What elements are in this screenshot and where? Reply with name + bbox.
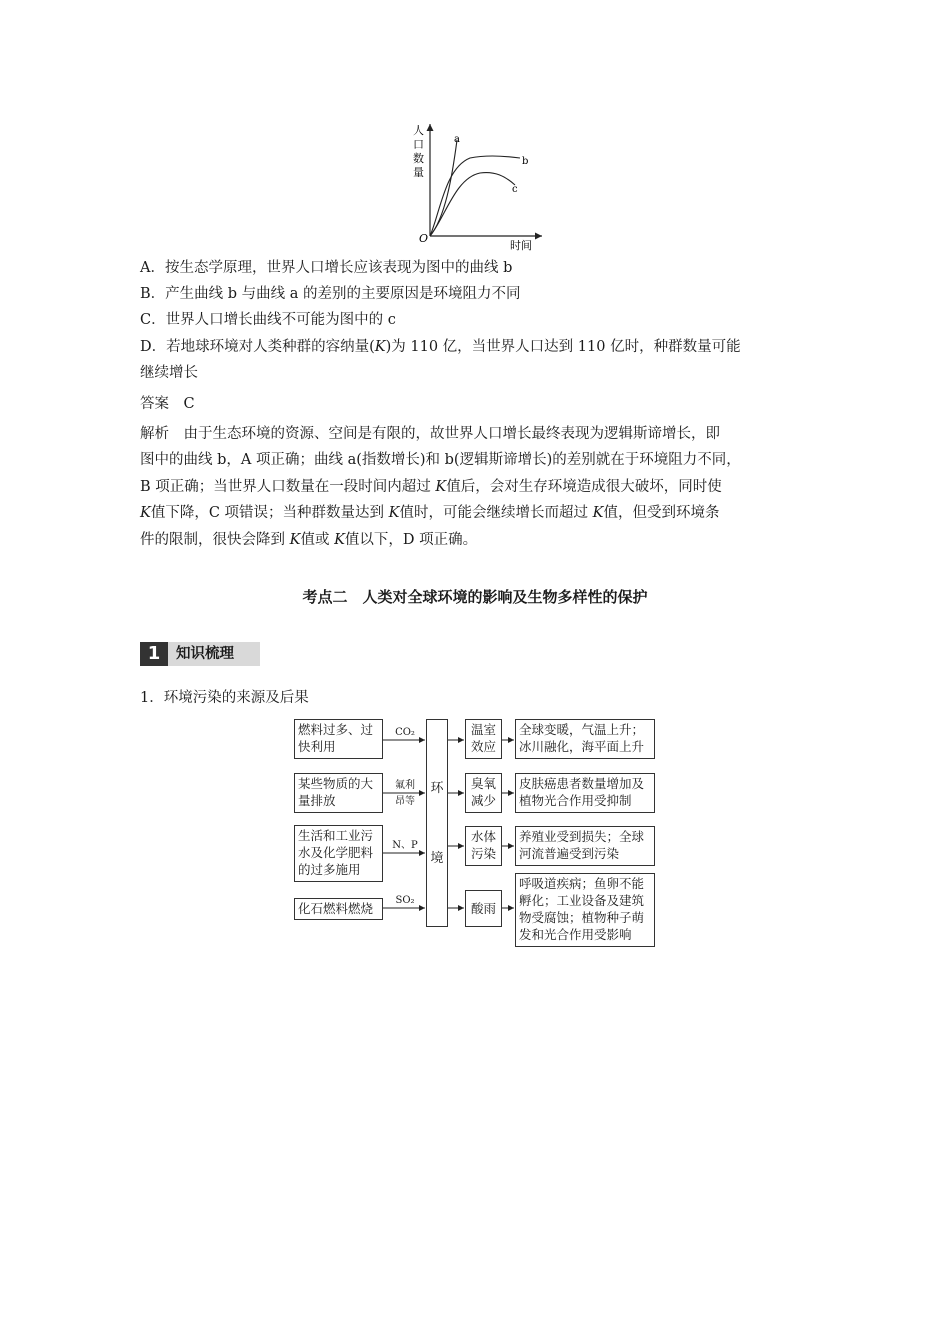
source-box-2	[294, 773, 383, 813]
source-text: 化石燃料燃烧	[298, 901, 374, 916]
source-text: 快利用	[298, 739, 336, 754]
y-axis-label-3: 数	[413, 152, 424, 165]
section-title: 考点二 人类对全球环境的影响及生物多样性的保护	[302, 588, 648, 606]
option-d-continued: 继续增长	[140, 365, 198, 381]
source-text: 水及化学肥料	[298, 845, 374, 860]
y-axis-label-4: 量	[413, 166, 424, 179]
analysis-text: 值下降，C 项错误；当种群数量达到	[150, 505, 389, 521]
y-axis-label-2: 口	[413, 138, 424, 151]
option-c: C．世界人口增长曲线不可能为图中的 c	[140, 312, 396, 328]
effect-text: 水体	[470, 829, 496, 844]
label-freon-2: 昂等	[395, 796, 415, 807]
result-box-1	[515, 719, 655, 759]
environment-char-1: 环	[430, 781, 444, 796]
analysis-text: 值时，可能会继续增长而超过	[399, 505, 593, 521]
k-symbol: K	[140, 505, 151, 521]
k-symbol: K	[289, 532, 301, 548]
banner-label: 知识梳理	[176, 646, 234, 662]
source-box-3	[294, 825, 383, 882]
y-axis-label-1: 人	[413, 124, 424, 137]
analysis-text: B 项正确；当世界人口数量在一段时间内超过	[140, 479, 436, 495]
effect-box-3	[465, 826, 502, 866]
source-text: 量排放	[298, 793, 336, 808]
source-text: 某些物质的大	[298, 776, 374, 791]
option-d-text-1: D．若地球环境对人类种群的容纳量(	[140, 339, 375, 355]
result-text: 河流普遍受到污染	[519, 846, 620, 861]
curve-b-label: b	[522, 156, 529, 167]
analysis-text: 值或	[300, 532, 335, 548]
result-text: 孵化；工业设备及建筑	[519, 893, 645, 908]
result-text: 全球变暖，气温上升；	[519, 722, 645, 737]
analysis-text: 件的限制，很快会降到	[140, 532, 290, 548]
option-d-k: K	[374, 339, 386, 355]
k-symbol: K	[388, 505, 400, 521]
label-so2: SO₂	[395, 895, 415, 906]
effect-text: 温室	[470, 722, 496, 737]
effect-box-1	[465, 719, 502, 759]
option-d-text-2: )为 110 亿，当世界人口达到 110 亿时，种群数量可能	[385, 339, 741, 355]
option-b: B．产生曲线 b 与曲线 a 的差别的主要原因是环境阻力不同	[140, 286, 521, 302]
result-text: 养殖业受到损失；全球	[519, 829, 645, 844]
label-freon-1: 氟利	[395, 780, 415, 791]
x-axis-label: 时间	[510, 239, 532, 252]
result-text: 物受腐蚀；植物种子萌	[519, 910, 645, 925]
environment-char-2: 境	[430, 851, 444, 866]
source-box-1	[294, 719, 383, 759]
k-symbol: K	[334, 532, 345, 548]
source-text: 燃料过多、过	[298, 722, 374, 737]
result-text: 皮肤癌患者数量增加及	[519, 776, 645, 791]
analysis-text: 值后，会对生存环境造成很大破坏，同时使	[446, 479, 722, 495]
effect-text: 臭氧	[470, 776, 496, 791]
item-1-heading: 1．环境污染的来源及后果	[140, 690, 309, 706]
effect-box-2	[465, 773, 502, 813]
source-text: 生活和工业污	[298, 828, 374, 843]
result-text: 发和光合作用受影响	[519, 927, 632, 942]
option-a: A．按生态学原理，世界人口增长应该表现为图中的曲线 b	[140, 260, 513, 276]
effect-text: 减少	[470, 793, 496, 808]
result-box-2	[515, 773, 655, 813]
effect-box-4	[465, 890, 502, 927]
result-box-3	[515, 826, 655, 866]
environment-box	[426, 719, 448, 927]
analysis-line-1: 解析 由于生态环境的资源、空间是有限的，故世界人口增长最终表现为逻辑斯谛增长，即	[140, 426, 720, 442]
source-text: 的过多施用	[298, 862, 361, 877]
k-symbol: K	[435, 479, 447, 495]
curve-a-label: a	[454, 134, 460, 145]
result-text: 植物光合作用受抑制	[519, 793, 632, 808]
answer: 答案 C	[140, 396, 195, 412]
effect-text: 酸雨	[470, 901, 496, 916]
result-text: 呼吸道疾病；鱼卵不能	[519, 876, 645, 891]
effect-text: 效应	[470, 739, 496, 754]
analysis-line-2: 图中的曲线 b，A 项正确；曲线 a(指数增长)和 b(逻辑斯谛增长)的差别就在于环境阻力不同，	[140, 452, 741, 468]
effect-text: 污染	[470, 846, 496, 861]
curve-c-label: c	[512, 184, 518, 195]
source-box-4	[294, 898, 383, 920]
analysis-text: 值，但受到环境条	[603, 505, 720, 521]
label-co2: CO₂	[395, 727, 415, 738]
banner-number: 1	[140, 642, 168, 666]
analysis-text: 值以下，D 项正确。	[344, 532, 478, 548]
result-text: 冰川融化，海平面上升	[519, 739, 645, 754]
origin-label: O	[419, 232, 429, 245]
label-np: N、P	[392, 840, 418, 851]
result-box-4	[515, 873, 655, 947]
k-symbol: K	[592, 505, 604, 521]
